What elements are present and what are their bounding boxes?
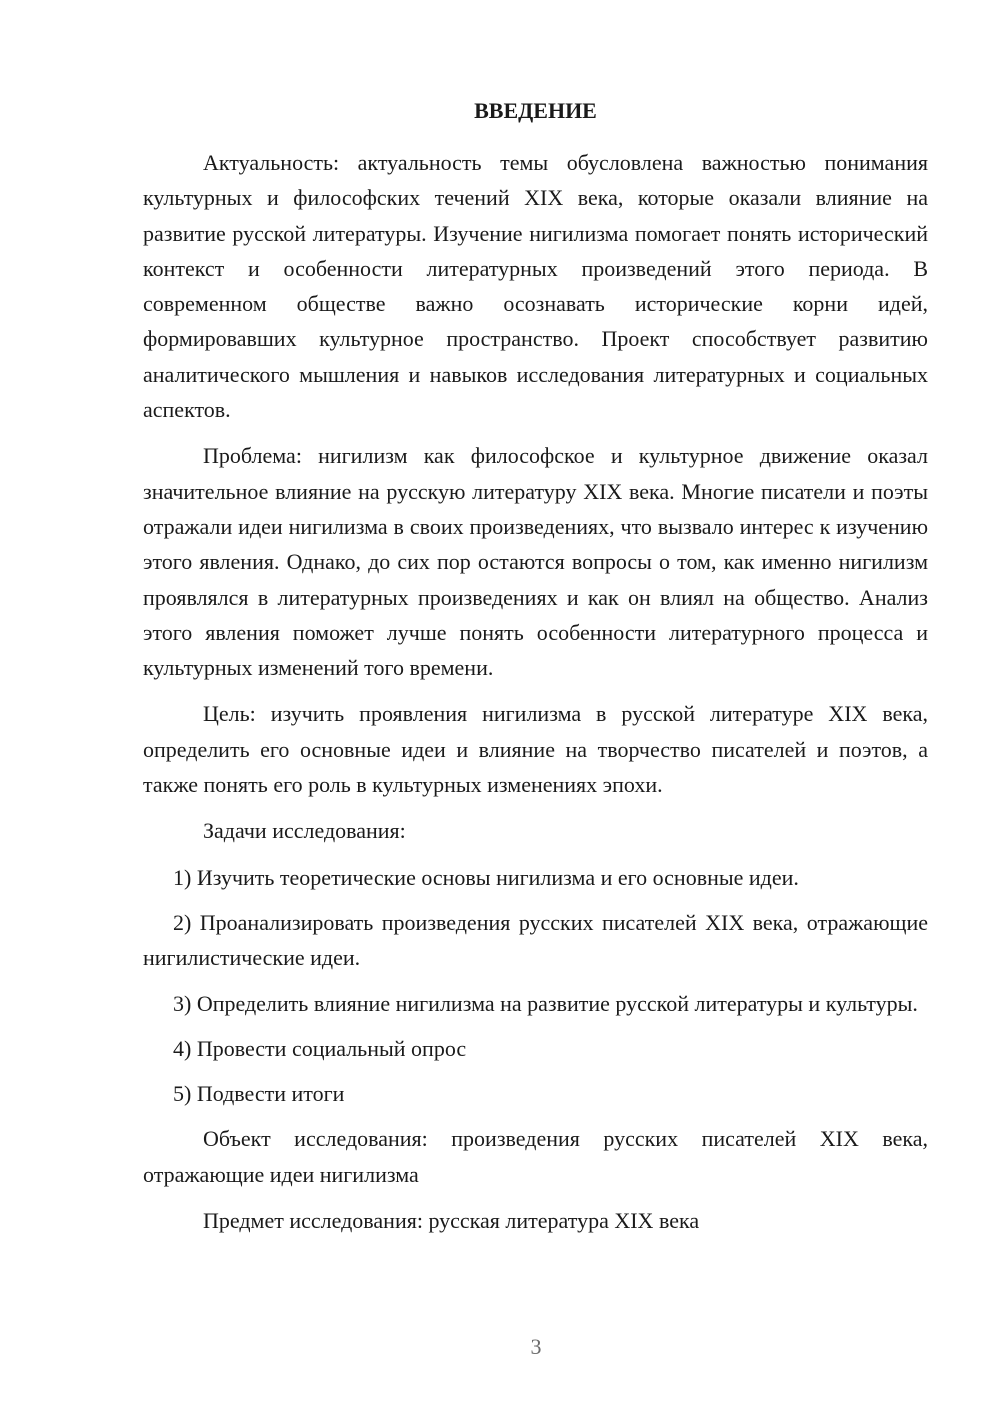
page-content bbox=[143, 95, 928, 1249]
paragraph-tasks-intro: Задачи исследования: bbox=[203, 818, 406, 844]
task-item-5: 5) Подвести итоги bbox=[173, 1081, 345, 1107]
paragraph-relevance: Актуальность: актуальность темы обусловлена важностью понимания культурных и философских течений XIX века, которые оказали влияние на развитие русской литературы. Изучение нигилизма помогает понять исторический контекст и особенности литературных произведений этого периода. В современном обществе важно осознавать исторические корни идей, формировавших культурное пространство. Проект способствует развитию аналитического мышления и навыков исследования литературных и социальных аспектов. bbox=[143, 150, 928, 423]
paragraph-goal: Цель: изучить проявления нигилизма в русской литературе XIX века, определить его основные идеи и влияние на творчество писателей и поэтов, а также понять его роль в культурных изменениях эпохи. bbox=[143, 701, 928, 798]
task-item-2: 2) Проанализировать произведения русских писателей XIX века, отражающие нигилистические идеи. bbox=[143, 909, 928, 971]
paragraph-research-object: Объект исследования: произведения русских писателей XIX века, отражающие идеи нигилизма bbox=[143, 1126, 928, 1187]
task-item-3: 3) Определить влияние нигилизма на развитие русской литературы и культуры. bbox=[173, 990, 918, 1016]
section-heading: ВВЕДЕНИЕ bbox=[474, 98, 597, 123]
task-item-1: 1) Изучить теоретические основы нигилизма и его основные идеи. bbox=[173, 864, 799, 890]
task-item-4: 4) Провести социальный опрос bbox=[173, 1035, 467, 1061]
paragraph-problem: Проблема: нигилизм как философское и культурное движение оказал значительное влияние на русскую литературу XIX века. Многие писатели и поэты отражали идеи нигилизма в своих произведениях, что вызвало интерес к изучению этого явления. Однако, до сих пор остаются вопросы о том, как именно нигилизм проявлялся в литературных произведениях и как он влиял на общество. Анализ этого явления поможет лучше понять особенности литературного процесса и культурных изменений того времени. bbox=[143, 443, 928, 681]
paragraph-research-subject: Предмет исследования: русская литература XIX века bbox=[203, 1208, 700, 1234]
page-number: 3 bbox=[530, 1334, 542, 1359]
